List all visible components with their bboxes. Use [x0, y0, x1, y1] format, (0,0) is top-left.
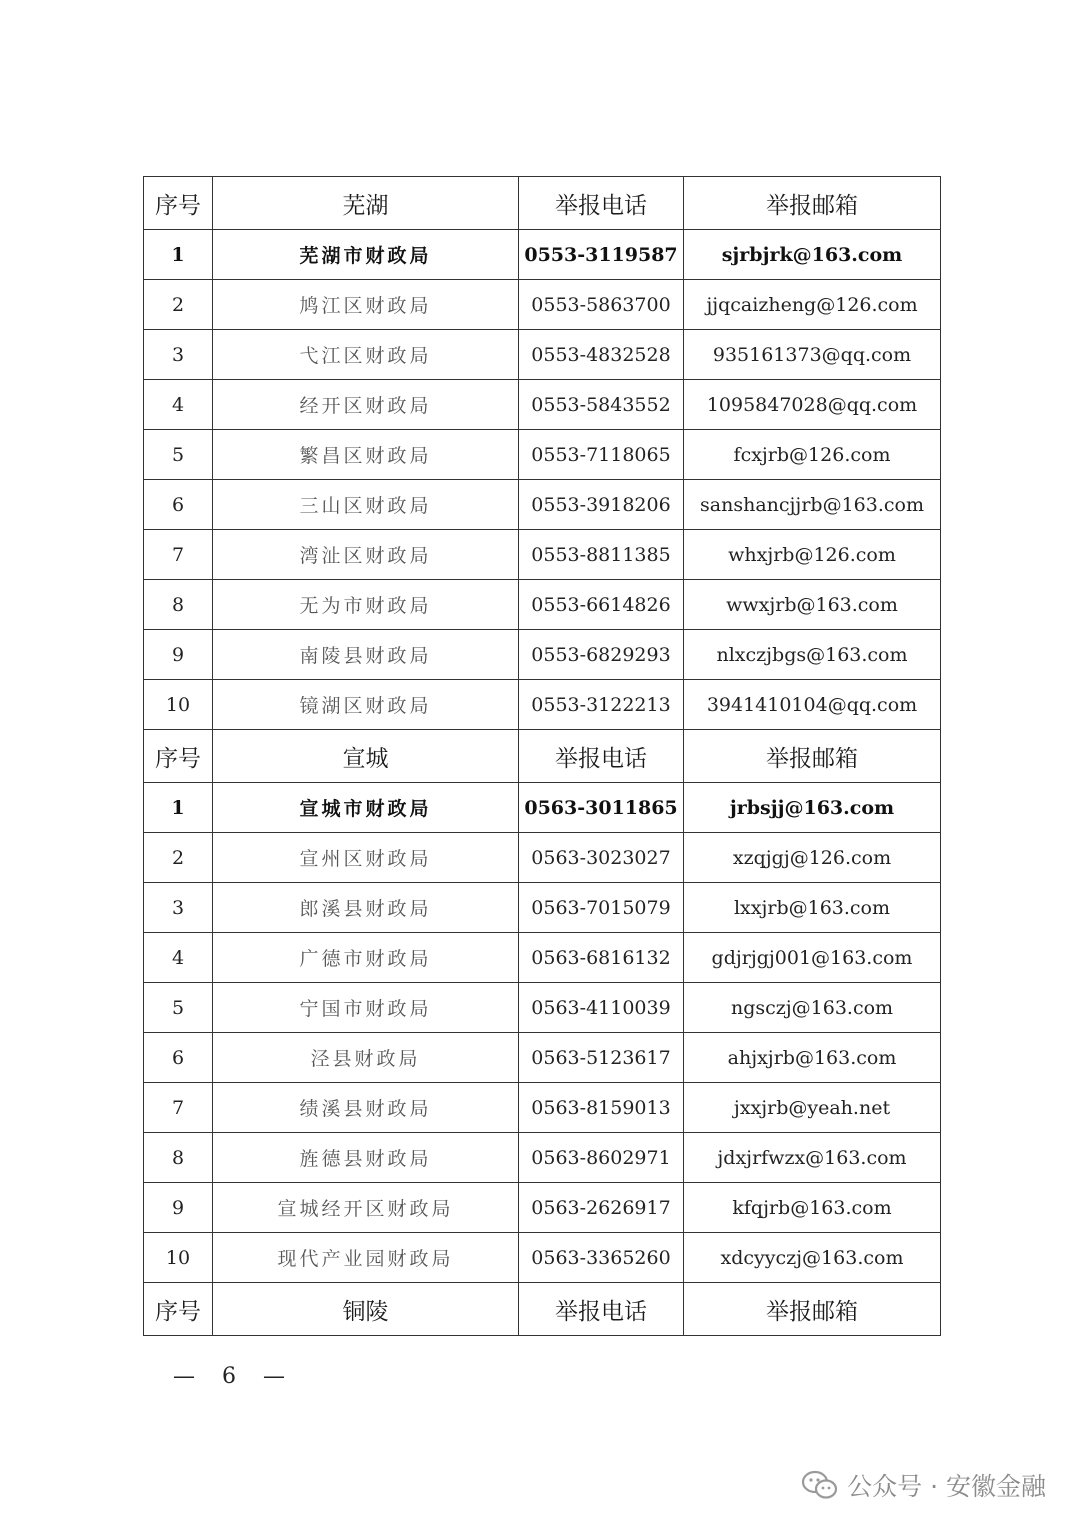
table-row — [144, 933, 941, 983]
row-index: 8 — [144, 1133, 213, 1183]
row-email: xdcyyczj@163.com — [684, 1233, 941, 1283]
row-index: 6 — [144, 1033, 213, 1083]
row-index: 8 — [144, 580, 213, 630]
row-name: 弋江区财政局 — [213, 330, 519, 380]
row-phone: 0553-4832528 — [519, 330, 684, 380]
row-name: 鸠江区财政局 — [213, 280, 519, 330]
table-row — [144, 430, 941, 480]
section-header-row — [144, 177, 941, 230]
reporting-contacts-table — [143, 176, 941, 1336]
row-email: 935161373@qq.com — [684, 330, 941, 380]
row-email: lxxjrb@163.com — [684, 883, 941, 933]
section-header-row — [144, 1283, 941, 1336]
row-index: 4 — [144, 380, 213, 430]
header-index: 序号 — [144, 177, 213, 230]
watermark — [801, 1463, 1046, 1507]
header-email: 举报邮箱 — [684, 1283, 941, 1336]
row-name: 无为市财政局 — [213, 580, 519, 630]
row-name: 南陵县财政局 — [213, 630, 519, 680]
row-index: 6 — [144, 480, 213, 530]
row-name: 三山区财政局 — [213, 480, 519, 530]
header-index: 序号 — [144, 730, 213, 783]
row-name: 湾沚区财政局 — [213, 530, 519, 580]
row-phone: 0563-2626917 — [519, 1183, 684, 1233]
row-email: ngsczj@163.com — [684, 983, 941, 1033]
row-email: sjrbjrk@163.com — [684, 230, 941, 280]
row-name: 经开区财政局 — [213, 380, 519, 430]
row-index: 3 — [144, 883, 213, 933]
table-row — [144, 883, 941, 933]
row-email: 3941410104@qq.com — [684, 680, 941, 730]
row-email: nlxczjbgs@163.com — [684, 630, 941, 680]
row-index: 1 — [144, 230, 213, 280]
table-row — [144, 680, 941, 730]
header-email: 举报邮箱 — [684, 730, 941, 783]
wechat-icon — [801, 1469, 839, 1501]
table-row — [144, 1133, 941, 1183]
table-row — [144, 783, 941, 833]
row-index: 2 — [144, 280, 213, 330]
row-name: 现代产业园财政局 — [213, 1233, 519, 1283]
page-number: — 6 — — [173, 1364, 295, 1389]
row-index: 7 — [144, 530, 213, 580]
row-phone: 0553-3918206 — [519, 480, 684, 530]
row-index: 3 — [144, 330, 213, 380]
row-phone: 0553-3122213 — [519, 680, 684, 730]
row-email: jxxjrb@yeah.net — [684, 1083, 941, 1133]
row-name: 繁昌区财政局 — [213, 430, 519, 480]
row-name: 镜湖区财政局 — [213, 680, 519, 730]
table-row — [144, 833, 941, 883]
header-city: 宣城 — [213, 730, 519, 783]
table-row — [144, 330, 941, 380]
table-row — [144, 1233, 941, 1283]
row-email: ahjxjrb@163.com — [684, 1033, 941, 1083]
row-phone: 0553-3119587 — [519, 230, 684, 280]
row-index: 10 — [144, 680, 213, 730]
row-phone: 0563-3011865 — [519, 783, 684, 833]
header-city: 铜陵 — [213, 1283, 519, 1336]
row-phone: 0563-8602971 — [519, 1133, 684, 1183]
section-header-row — [144, 730, 941, 783]
table-row — [144, 280, 941, 330]
row-phone: 0553-7118065 — [519, 430, 684, 480]
table-row — [144, 380, 941, 430]
row-phone: 0563-7015079 — [519, 883, 684, 933]
row-phone: 0553-5843552 — [519, 380, 684, 430]
row-email: xzqjgj@126.com — [684, 833, 941, 883]
row-phone: 0563-8159013 — [519, 1083, 684, 1133]
row-index: 4 — [144, 933, 213, 983]
row-email: jjqcaizheng@126.com — [684, 280, 941, 330]
row-phone: 0553-8811385 — [519, 530, 684, 580]
header-city: 芜湖 — [213, 177, 519, 230]
row-name: 旌德县财政局 — [213, 1133, 519, 1183]
row-index: 2 — [144, 833, 213, 883]
table-row — [144, 1183, 941, 1233]
row-index: 5 — [144, 983, 213, 1033]
row-name: 绩溪县财政局 — [213, 1083, 519, 1133]
table-row — [144, 480, 941, 530]
header-index: 序号 — [144, 1283, 213, 1336]
row-email: wwxjrb@163.com — [684, 580, 941, 630]
row-email: jdxjrfwzx@163.com — [684, 1133, 941, 1183]
row-index: 9 — [144, 630, 213, 680]
row-name: 宣城经开区财政局 — [213, 1183, 519, 1233]
row-name: 宣城市财政局 — [213, 783, 519, 833]
row-phone: 0563-4110039 — [519, 983, 684, 1033]
row-index: 9 — [144, 1183, 213, 1233]
header-phone: 举报电话 — [519, 730, 684, 783]
table-row — [144, 580, 941, 630]
row-index: 10 — [144, 1233, 213, 1283]
row-index: 1 — [144, 783, 213, 833]
table-body — [144, 177, 941, 1336]
row-email: fcxjrb@126.com — [684, 430, 941, 480]
row-phone: 0563-3023027 — [519, 833, 684, 883]
header-email: 举报邮箱 — [684, 177, 941, 230]
row-name: 宁国市财政局 — [213, 983, 519, 1033]
row-phone: 0553-6614826 — [519, 580, 684, 630]
row-phone: 0563-5123617 — [519, 1033, 684, 1083]
row-name: 广德市财政局 — [213, 933, 519, 983]
row-phone: 0563-6816132 — [519, 933, 684, 983]
row-name: 芜湖市财政局 — [213, 230, 519, 280]
row-email: kfqjrb@163.com — [684, 1183, 941, 1233]
row-email: gdjrjgj001@163.com — [684, 933, 941, 983]
table-row — [144, 530, 941, 580]
table-row — [144, 230, 941, 280]
table-row — [144, 983, 941, 1033]
watermark-text: 公众号 · 安徽金融 — [847, 1472, 1046, 1501]
row-name: 郎溪县财政局 — [213, 883, 519, 933]
row-phone: 0553-6829293 — [519, 630, 684, 680]
table-row — [144, 1083, 941, 1133]
row-phone: 0553-5863700 — [519, 280, 684, 330]
row-email: sanshancjjrb@163.com — [684, 480, 941, 530]
table-row — [144, 630, 941, 680]
header-phone: 举报电话 — [519, 1283, 684, 1336]
row-email: 1095847028@qq.com — [684, 380, 941, 430]
row-email: jrbsjj@163.com — [684, 783, 941, 833]
row-phone: 0563-3365260 — [519, 1233, 684, 1283]
table-row — [144, 1033, 941, 1083]
row-email: whxjrb@126.com — [684, 530, 941, 580]
header-phone: 举报电话 — [519, 177, 684, 230]
row-name: 宣州区财政局 — [213, 833, 519, 883]
row-index: 5 — [144, 430, 213, 480]
row-name: 泾县财政局 — [213, 1033, 519, 1083]
row-index: 7 — [144, 1083, 213, 1133]
